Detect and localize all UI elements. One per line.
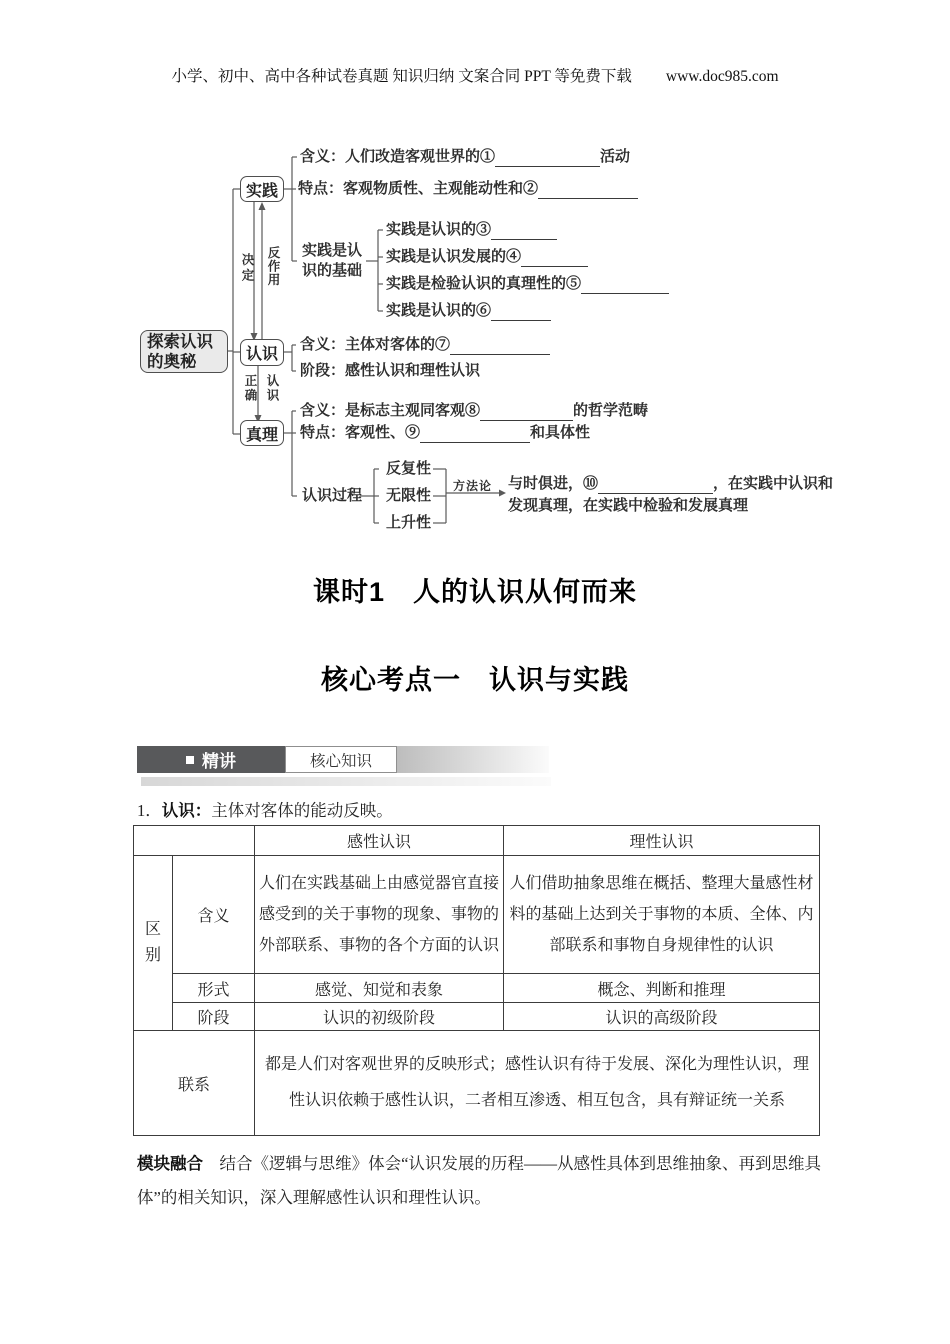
basis-item-4-text: 实践是认识的⑥ — [386, 303, 492, 319]
basis-item-1 — [386, 220, 557, 240]
link-label-cell: 联系 — [134, 1031, 255, 1136]
point-1-text: 主体对客体的能动反映。 — [211, 801, 393, 820]
truth-features-post: 和具体性 — [530, 425, 591, 441]
meaning-rational-cell: 人们借助抽象思维在概括、整理大量感性材料的基础上达到关于事物的本质、全体、内部联系和事物自身规律性的认识 — [504, 856, 820, 974]
basis-item-3-text: 实践是检验认识的真理性的⑤ — [386, 276, 582, 292]
row-label-form: 形式 — [173, 974, 255, 1003]
table-row-meaning — [134, 856, 820, 974]
truth-meaning-line — [300, 401, 648, 421]
row-label-meaning: 含义 — [173, 856, 255, 974]
blank-6 — [491, 305, 551, 321]
process-label: 认识过程 — [302, 488, 363, 504]
conclusion-post: ，在实践中认识和 — [713, 476, 834, 492]
group-label-cell: 区别 — [134, 856, 173, 1031]
truth-meaning-post: 的哲学范畴 — [573, 403, 649, 419]
process-item-1: 反复性 — [386, 461, 432, 477]
basis-item-3 — [386, 274, 669, 294]
section-band — [137, 746, 549, 773]
correct-edge-label: 正确 — [243, 374, 257, 403]
comparison-table — [133, 825, 820, 1136]
table-row-form — [134, 974, 820, 1003]
methodology-label: 方法论 — [453, 479, 493, 493]
band-tab-jingjiang — [137, 746, 285, 773]
blank-3 — [491, 224, 557, 240]
practice-meaning-line — [300, 147, 630, 167]
cognition-edge-label: 认识 — [265, 374, 279, 403]
form-sensory-cell: 感觉、知觉和表象 — [255, 974, 504, 1003]
topic-title: 核心考点一 认识与实践 — [321, 665, 629, 695]
basis-item-1-text: 实践是认识的③ — [386, 222, 492, 238]
band-gradient-tail — [397, 746, 549, 773]
process-item-3: 上升性 — [386, 515, 432, 531]
cognition-node: 认识 — [240, 339, 284, 366]
truth-meaning-pre: 含义：是标志主观同客观⑧ — [300, 403, 481, 419]
band-tab1-label: 精讲 — [202, 752, 236, 771]
form-rational-cell: 概念、判断和推理 — [504, 974, 820, 1003]
module-fusion-text: 结合《逻辑与思维》体会“认识发展的历程——从感性具体到思维抽象、再到思维具体”的相关知识，深入理解感性认识和理性认识。 — [137, 1154, 822, 1207]
blank-1 — [495, 151, 600, 167]
blank-9 — [420, 427, 530, 443]
conclusion-pre: 与时俱进，⑩ — [508, 476, 599, 492]
stage-sensory-cell: 认识的初级阶段 — [255, 1003, 504, 1031]
truth-features-line — [300, 423, 590, 443]
band-tab-core-knowledge: 核心知识 — [285, 746, 397, 773]
table-row-stage — [134, 1003, 820, 1031]
root-node: 探索认识的奥秘 — [140, 330, 228, 373]
table-header-row — [134, 826, 820, 856]
point-1-label: 认识： — [161, 802, 212, 820]
basis-item-2-text: 实践是认识发展的④ — [386, 249, 522, 265]
decide-edge-label: 决定 — [240, 253, 254, 284]
practice-meaning-pre: 含义：人们改造客观世界的① — [300, 149, 496, 165]
blank-8 — [480, 405, 573, 421]
blank-10 — [598, 478, 713, 494]
basis-item-2 — [386, 247, 588, 267]
bullet-square-icon — [186, 756, 194, 764]
point-1-number: 1． — [137, 801, 162, 820]
cognition-meaning-line — [300, 335, 550, 355]
blank-7 — [450, 339, 550, 355]
link-text-cell: 都是人们对客观世界的反映形式；感性认识有待于发展、深化为理性认识，理性认识依赖于感性认识，二者相互渗透、相互包含，具有辩证统一关系 — [255, 1031, 820, 1136]
blank-5 — [581, 278, 669, 294]
cognition-stage-line: 阶段：感性认识和理性认识 — [300, 363, 481, 379]
conclusion-line-1 — [508, 474, 833, 494]
truth-node: 真理 — [240, 420, 284, 446]
practice-basis-label: 实践是认识的基础 — [302, 243, 363, 279]
header-url: www.doc985.com — [665, 68, 779, 85]
module-fusion-label: 模块融合 — [137, 1155, 204, 1173]
lesson-title: 课时1 人的认识从何而来 — [312, 577, 637, 607]
table-corner-cell — [134, 826, 255, 856]
blank-2 — [538, 183, 638, 199]
basis-item-4 — [386, 301, 551, 321]
practice-node: 实践 — [240, 176, 284, 202]
meaning-sensory-cell: 人们在实践基础上由感觉器官直接感受到的关于事物的现象、事物的外部联系、事物的各个方面的认识 — [255, 856, 504, 974]
stage-rational-cell: 认识的高级阶段 — [504, 1003, 820, 1031]
header-text: 小学、初中、高中各种试卷真题 知识归纳 文案合同 PPT 等免费下载 — [171, 68, 632, 85]
module-fusion-paragraph — [137, 1147, 821, 1215]
reaction-edge-label: 反作用 — [266, 246, 280, 287]
point-1-line — [137, 797, 393, 821]
cognition-meaning-pre: 含义：主体对客体的⑦ — [300, 337, 451, 353]
practice-features-pre: 特点：客观物质性、主观能动性和② — [298, 181, 539, 197]
blank-4 — [521, 251, 588, 267]
practice-meaning-post: 活动 — [600, 149, 631, 165]
header-rational: 理性认识 — [504, 826, 820, 856]
band-shadow — [141, 777, 551, 786]
table-row-link — [134, 1031, 820, 1136]
practice-features-line — [298, 179, 638, 199]
row-label-stage: 阶段 — [173, 1003, 255, 1031]
header-sensory: 感性认识 — [255, 826, 504, 856]
process-item-2: 无限性 — [386, 488, 432, 504]
truth-features-pre: 特点：客观性、⑨ — [300, 425, 421, 441]
conclusion-line-2: 发现真理，在实践中检验和发展真理 — [508, 498, 749, 514]
concept-map — [0, 0, 950, 560]
